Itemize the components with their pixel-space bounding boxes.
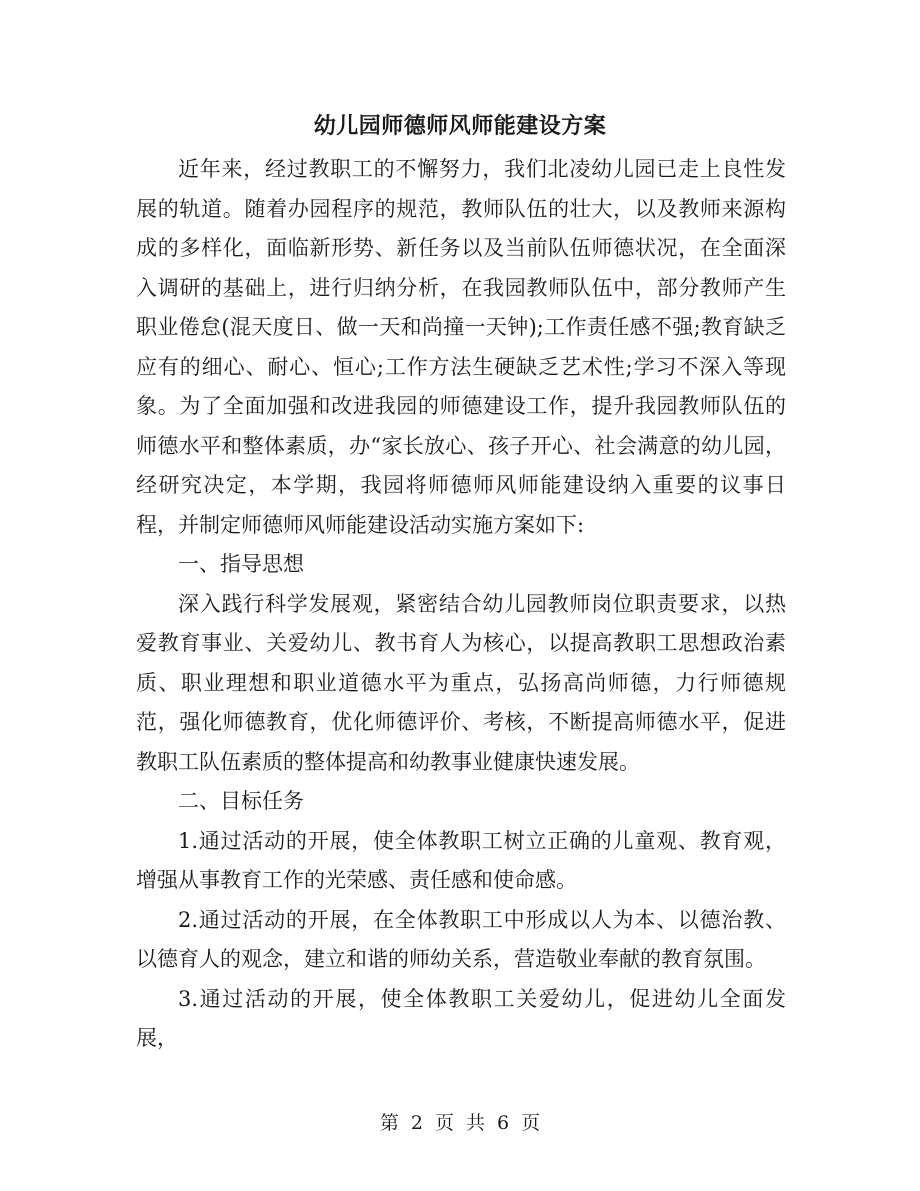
section-heading-goals: 二、目标任务 [178, 789, 304, 813]
goal-item-2: 2.通过活动的开展，在全体教职工中形成以人为本、以德治教、以德育人的观念，建立和谐的师幼关系，营造敬业奉献的教育氛围。 [136, 907, 786, 971]
section-heading-guiding-ideology: 一、指导思想 [178, 552, 304, 576]
document-title: 幼儿园师德师风师能建设方案 [313, 113, 607, 139]
page-number-footer: 第 2 页 共 6 页 [379, 1112, 541, 1134]
goal-item-1: 1.通过活动的开展，使全体教职工树立正确的儿童观、教育观，增强从事教育工作的光荣感、责任感和使命感。 [136, 828, 786, 892]
guiding-ideology-paragraph: 深入践行科学发展观，紧密结合幼儿园教师岗位职责要求，以热爱教育事业、关爱幼儿、教书育人为核心，以提高教职工思想政治素质、职业理想和职业道德水平为重点，弘扬高尚师德，力行师德规范，强化师德教育，优化师德评价、考核，不断提高师德水平，促进教职工队伍素质的整体提高和幼教事业健康快速发展。 [136, 591, 786, 774]
intro-paragraph: 近年来，经过教职工的不懈努力，我们北凌幼儿园已走上良性发展的轨道。随着办园程序的规范，教师队伍的壮大，以及教师来源构成的多样化，面临新形势、新任务以及当前队伍师德状况，在全面深入调研的基础上，进行归纳分析，在我园教师队伍中，部分教师产生职业倦怠(混天度日、做一天和尚撞一天钟);工作责任感不强;教育缺乏应有的细心、耐心、恒心;工作方法生硬缺乏艺术性;学习不深入等现象。为了全面加强和改进我园的师德建设工作，提升我园教师队伍的师德水平和整体素质，办“家长放心、孩子开心、社会满意的幼儿园，经研究决定，本学期，我园将师德师风师能建设纳入重要的议事日程，并制定师德师风师能建设活动实施方案如下: [136, 157, 786, 537]
document-body [136, 150, 786, 1059]
goal-item-3: 3.通过活动的开展，使全体教职工关爱幼儿，促进幼儿全面发展， [136, 986, 786, 1050]
